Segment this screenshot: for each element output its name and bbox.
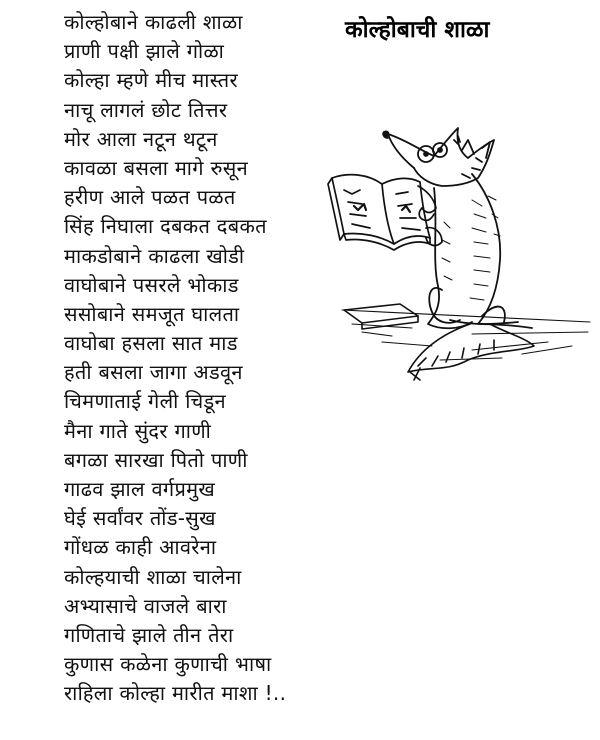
open-book-icon <box>328 175 430 250</box>
poem-line: कुणास कळेना कुणाची भाषा <box>64 652 272 677</box>
poem-line: कोल्होबाने काढली शाळा <box>64 10 243 34</box>
poem-line: मैना गाते सुंदर गाणी <box>64 418 212 443</box>
poem-line: कोल्हयाची शाळा चालेना <box>64 564 242 589</box>
ground-shading-icon <box>342 310 590 360</box>
poem-line: चिमणाताई गेली चिडून <box>64 389 226 414</box>
poem-line: कोल्हा म्हणे मीच मास्तर <box>64 68 238 93</box>
poem-line: हती बसला जागा अडवून <box>64 360 243 385</box>
fox-tail-icon <box>408 324 534 380</box>
poem-line: राहिला कोल्हा मारीत माशा !.. <box>64 681 287 706</box>
poem-line: ससोबाने समजूत घालता <box>64 301 240 326</box>
poem-line: गणिताचे झाले तीन तेरा <box>64 622 234 647</box>
poem-line: गोंधळ काही आवरेना <box>64 535 217 560</box>
poem-line: हरीण आले पळत पळत <box>64 185 236 210</box>
poem-line: माकडोबाने काढला खोडी <box>64 243 245 268</box>
poem-line: वाघोबा हसला सात माड <box>64 331 238 356</box>
fox-head-icon <box>383 128 494 186</box>
poem-line: कावळा बसला मागे रुसून <box>64 155 248 180</box>
poem-line: प्राणी पक्षी झाले गोळा <box>64 39 225 64</box>
poem <box>64 8 364 709</box>
poem-line: बगळा सारखा पितो पाणी <box>64 447 248 472</box>
poem-line: मोर आला नटून थटून <box>64 126 218 151</box>
fox-reading-book-icon <box>322 110 598 390</box>
poem-line: घेई सर्वांवर तोंड-सुख <box>64 506 216 531</box>
poem-line: अभ्यासाचे वाजले बारा <box>64 593 227 618</box>
page-title: कोल्होबाची शाळा <box>345 17 490 43</box>
fox-body-icon <box>428 174 532 328</box>
fox-fur-icon <box>442 196 500 300</box>
poem-line: गाढव झाल वर्गप्रमुख <box>64 477 216 501</box>
poem-line: सिंह निघाला दबकत दबकत <box>64 214 267 239</box>
poem-line: वाघोबाने पसरले भोकाड <box>64 272 239 297</box>
floor-book-icon <box>344 304 418 329</box>
poem-line: नाचू लागलं छोट तित्तर <box>64 97 228 122</box>
